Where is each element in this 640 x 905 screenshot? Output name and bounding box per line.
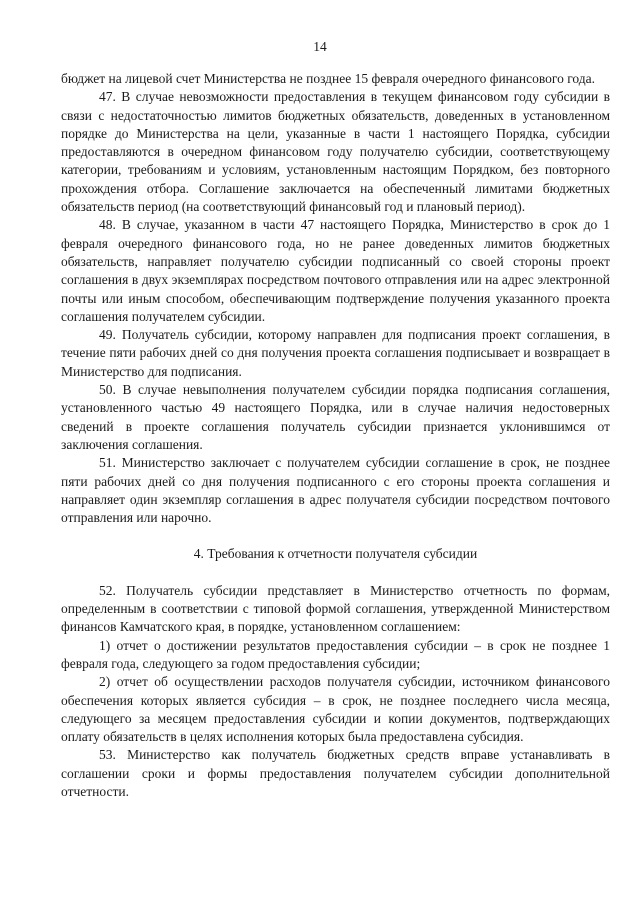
paragraph-52-item-2: 2) отчет об осуществлении расходов получателя субсидии, источником финансового обеспечения которых является субсидия – в срок, не позднее последнего числа месяца, следующего за месяцем предоставления субсидии и копии документов, подтверждающих оплату обязательств в целях исполнения которых была предоставлена субсидия. xyxy=(61,674,610,745)
document-body xyxy=(61,70,610,801)
paragraph-continuation: бюджет на лицевой счет Министерства не позднее 15 февраля очередного финансового года. xyxy=(61,71,596,86)
paragraph-49: 49. Получатель субсидии, которому направлен для подписания проект соглашения, в течение пяти рабочих дней со дня получения проекта соглашения подписывает и возвращает в Министерство для подписания. xyxy=(61,327,610,379)
paragraph-48: 48. В случае, указанном в части 47 настоящего Порядка, Министерство в срок до 1 февраля очередного финансового года, но не ранее доведенных лимитов бюджетных обязательств, направляет получателю субсидии подписанный со своей стороны проект соглашения в двух экземплярах посредством почтового отправления или на адрес электронной почты или иным способом, обеспечивающим подтверждение получения указанного проекта соглашения получателем субсидии. xyxy=(61,217,610,324)
section-heading: 4. Требования к отчетности получателя субсидии xyxy=(193,546,478,562)
paragraph-52: 52. Получатель субсидии представляет в Министерство отчетность по формам, определенным в соответствии с типовой формой соглашения, утвержденной Министерством финансов Камчатского края, в порядке, установленном соглашением: xyxy=(61,582,610,635)
paragraph-47: 47. В случае невозможности предоставления в текущем финансовом году субсидии в связи с недостаточностью лимитов бюджетных обязательств, доведенных в установленном порядке до Министерства на цели, указанные в части 1 настоящего Порядка, субсидии предоставляются в очередном финансовом году получателю субсидии, соответствующему категории, требованиям и условиям, установленным настоящим Порядком, без повторного прохождения отбора. Соглашение заключается на обеспеченный лимитами бюджетных обязательств период (на соответствующий финансовый год и плановый период). xyxy=(61,89,610,215)
paragraph-51: 51. Министерство заключает с получателем субсидии соглашение в срок, не позднее пяти рабочих дней со дня получения подписанного с его стороны проекта соглашения и направляет один экземпляр соглашения в адрес получателя субсидии посредством почтового отправления или нарочно. xyxy=(61,455,610,526)
paragraph-53: 53. Министерство как получатель бюджетных средств вправе устанавливать в соглашении сроки и формы предоставления получателем субсидии дополнительной отчетности. xyxy=(61,747,610,799)
paragraph-52-item-1: 1) отчет о достижении результатов предоставления субсидии – в срок не позднее 1 февраля года, следующего за годом предоставления субсидии; xyxy=(61,637,610,671)
paragraph-50: 50. В случае невыполнения получателем субсидии порядка подписания соглашения, установленного частью 49 настоящего Порядка, или в случае наличия недостоверных сведений в проекте соглашения получатель субсидии признается уклонившимся от заключения соглашения. xyxy=(61,382,610,452)
page-number: 14 xyxy=(313,39,327,54)
